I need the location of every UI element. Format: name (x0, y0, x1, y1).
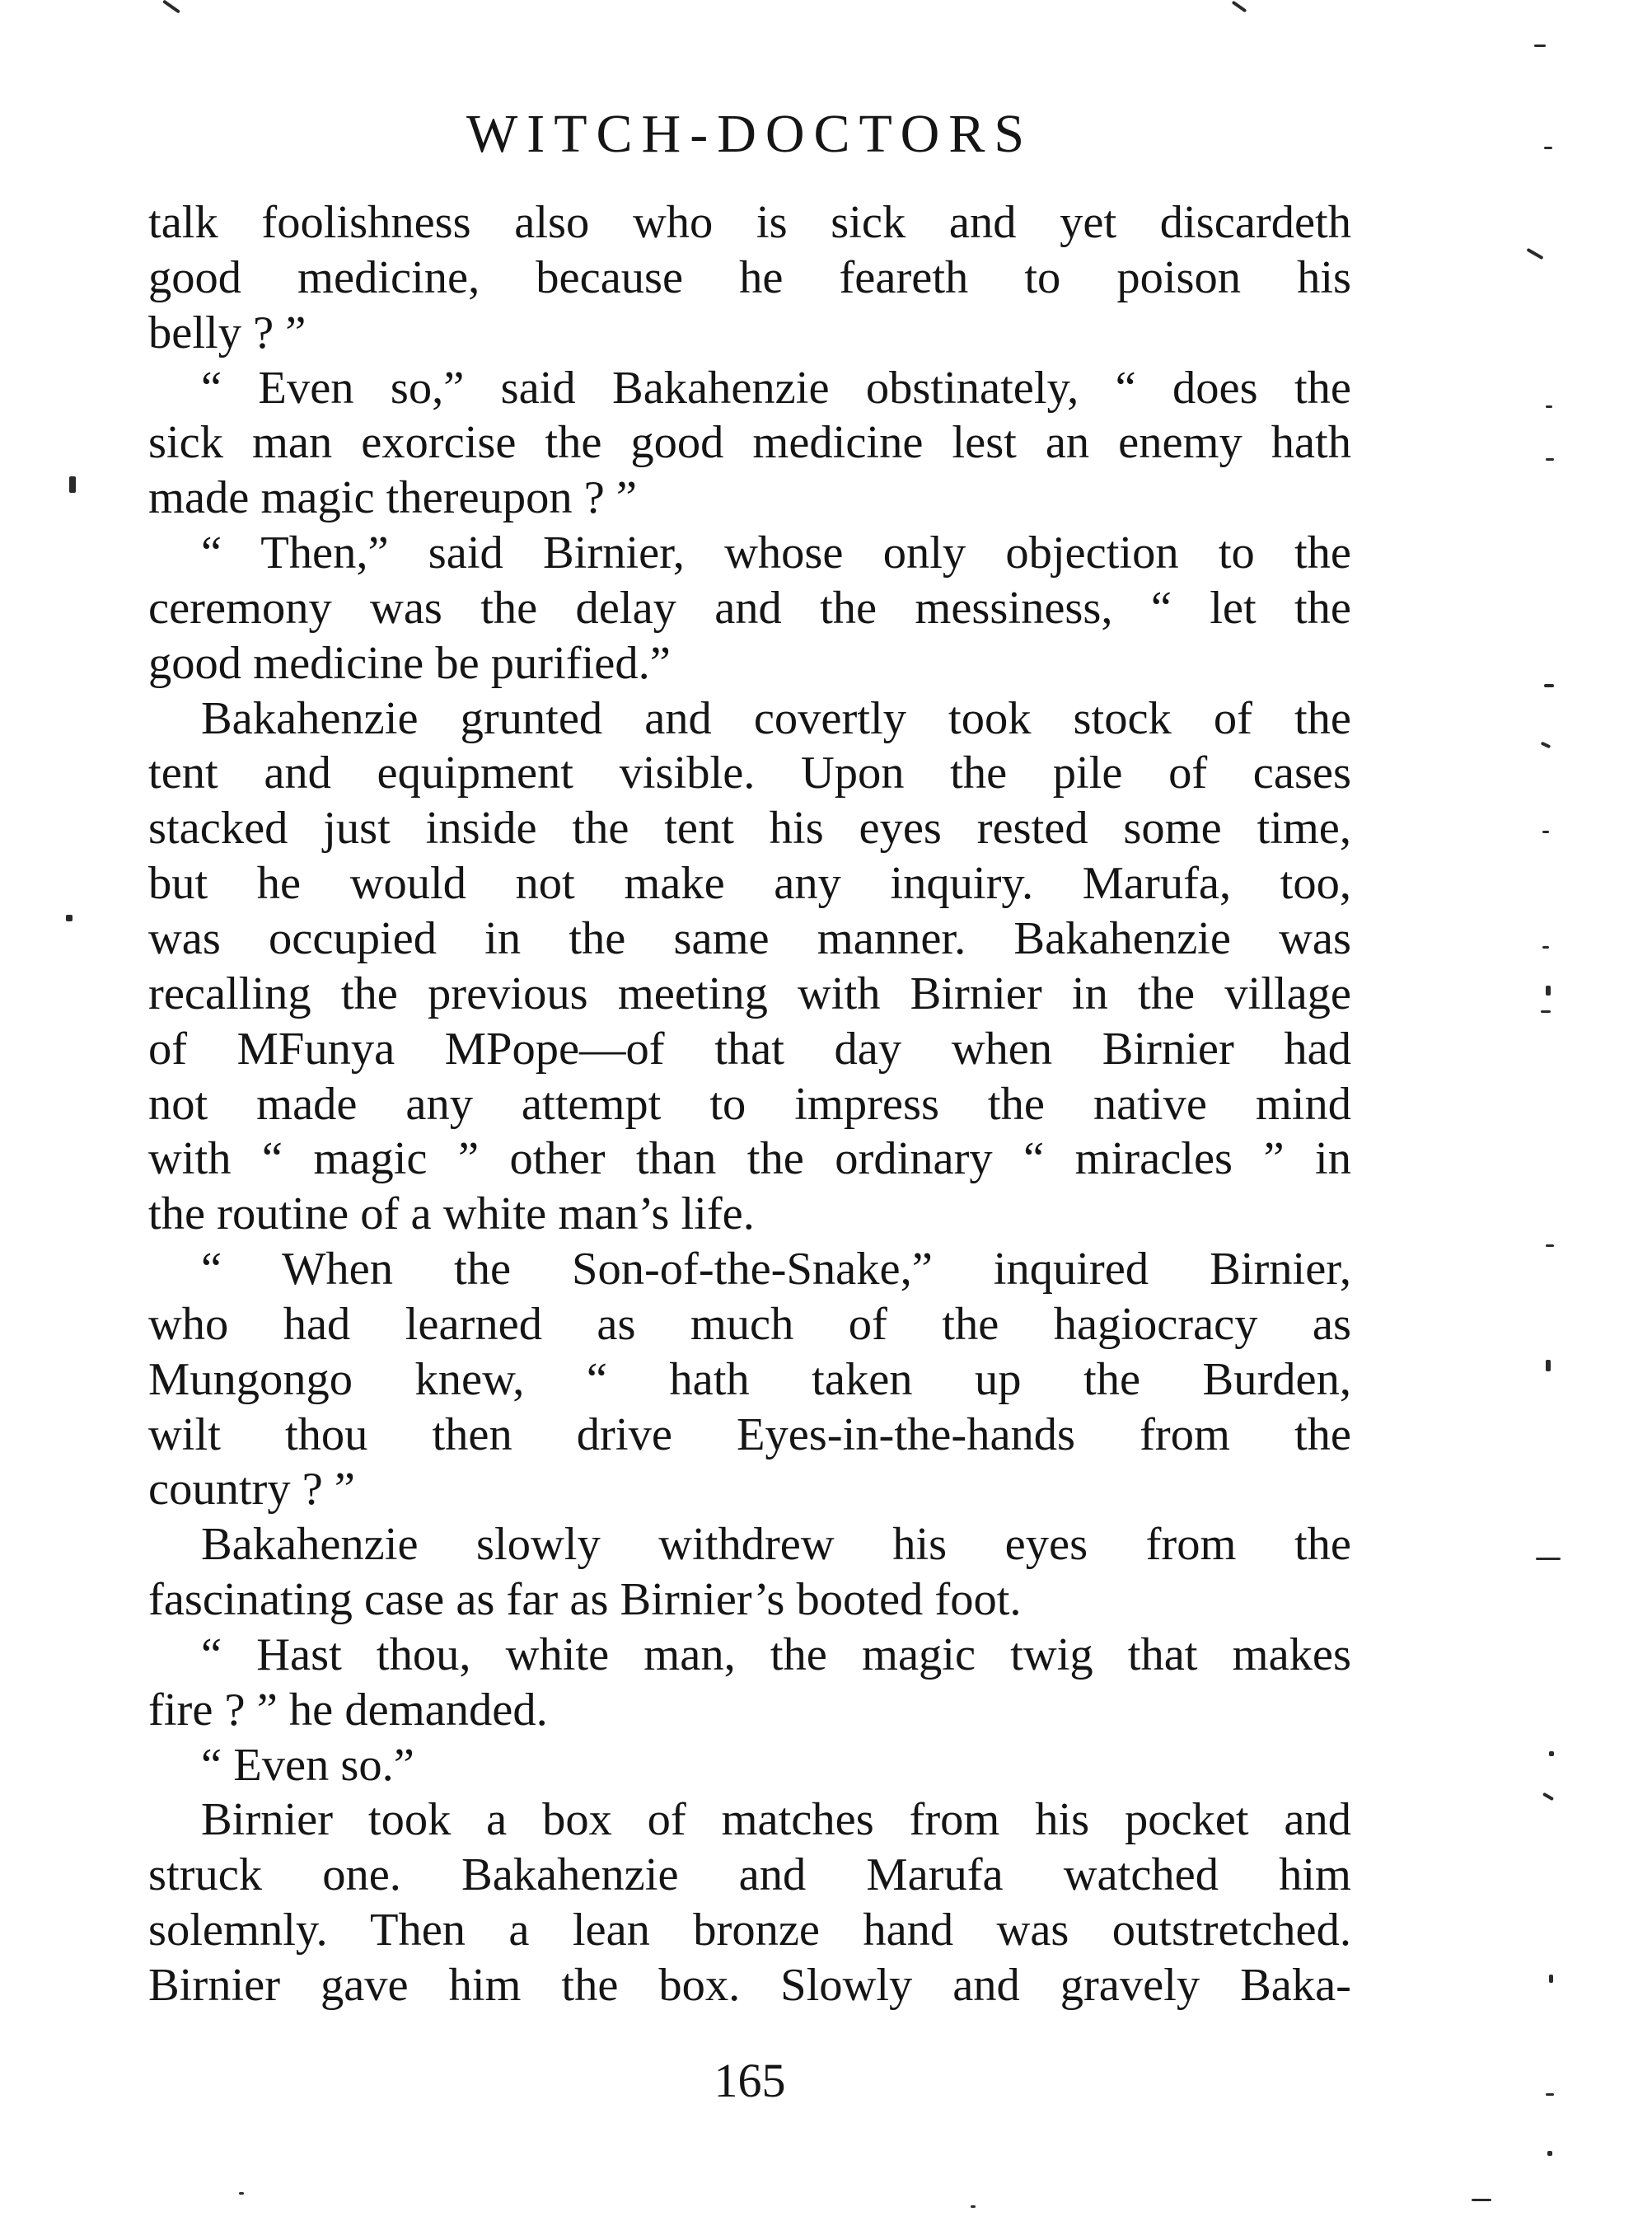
text-line: “ When the Son-of-the-Snake,” inquired Birnier, (201, 1244, 1351, 1296)
text-line: ceremony was the delay and the messiness, “ let the (148, 582, 1351, 634)
text-line: but he would not make any inquiry. Marufa, too, (148, 858, 1351, 910)
scan-mark (69, 476, 76, 493)
scan-mark (1534, 45, 1546, 47)
scan-mark (1546, 986, 1551, 996)
page-number: 165 (714, 2054, 786, 2107)
scan-mark (162, 0, 180, 14)
scan-mark (1544, 684, 1554, 687)
text-line: fascinating case as far as Birnier’s booted foot. (148, 1574, 1022, 1626)
text-line: sick man exorcise the good medicine lest an enemy hath (148, 417, 1351, 469)
text-line: recalling the previous meeting with Birnier in the village (148, 968, 1351, 1019)
text-line: with “ magic ” other than the ordinary “ miracles ” in (148, 1133, 1351, 1185)
scan-mark (1526, 248, 1543, 260)
text-line: belly ? ” (148, 307, 307, 358)
text-line: country ? ” (148, 1464, 355, 1516)
running-head: WITCH-DOCTORS (466, 104, 1034, 164)
scan-mark (1549, 1751, 1554, 1756)
text-line: not made any attempt to impress the native mind (148, 1078, 1351, 1130)
text-line: Bakahenzie grunted and covertly took stock of the (201, 692, 1351, 744)
text-line: tent and equipment visible. Upon the pile of cases (148, 747, 1351, 799)
scan-mark (1542, 946, 1549, 949)
scan-mark (1547, 2151, 1552, 2156)
text-line: stacked just inside the tent his eyes rested some time, (148, 803, 1351, 855)
scan-mark (1542, 831, 1549, 833)
text-line: struck one. Bakahenzie and Marufa watched him (148, 1849, 1351, 1901)
scan-mark (1546, 1244, 1554, 1247)
text-line: the routine of a white man’s life. (148, 1188, 755, 1240)
text-line: who had learned as much of the hagiocracy as (148, 1298, 1351, 1350)
text-line: of MFunya MPope—of that day when Birnier had (148, 1023, 1351, 1075)
scan-mark (1541, 1010, 1551, 1013)
scan-mark (1549, 1975, 1553, 1983)
scan-mark (1546, 458, 1554, 461)
text-line: was occupied in the same manner. Bakahenzie was (148, 912, 1351, 964)
scan-mark (1546, 2093, 1554, 2096)
scan-mark (1546, 1360, 1551, 1371)
text-line: good medicine be purified.” (148, 637, 671, 689)
scan-mark (1472, 2199, 1491, 2201)
text-line: fire ? ” he demanded. (148, 1684, 548, 1736)
text-line: made magic thereupon ? ” (148, 472, 637, 524)
text-line: good medicine, because he feareth to poison his (148, 251, 1351, 303)
text-line: “ Then,” said Birnier, whose only objection to the (201, 527, 1351, 579)
scan-mark (1232, 1, 1247, 13)
text-line: Bakahenzie slowly withdrew his eyes from the (201, 1519, 1351, 1571)
text-line: “ Hast thou, white man, the magic twig that makes (201, 1628, 1351, 1680)
scan-mark (1544, 147, 1552, 149)
text-line: talk foolishness also who is sick and yet discardeth (148, 197, 1351, 248)
text-line: Mungongo knew, “ hath taken up the Burden, (148, 1353, 1351, 1405)
text-line: wilt thou then drive Eyes-in-the-hands from the (148, 1408, 1351, 1460)
text-line: “ Even so.” (201, 1739, 414, 1791)
text-line: “ Even so,” said Bakahenzie obstinately, “ does the (201, 362, 1351, 414)
scan-mark (239, 2192, 244, 2195)
scan-mark (1541, 742, 1551, 749)
scan-mark (66, 915, 73, 921)
scan-mark (1536, 1558, 1561, 1560)
text-line: Birnier gave him the box. Slowly and gravely Baka- (148, 1960, 1351, 2011)
scan-mark (1542, 1792, 1554, 1801)
text-line: solemnly. Then a lean bronze hand was outstretched. (148, 1905, 1351, 1956)
body-text (148, 195, 1351, 2013)
scan-mark (971, 2205, 976, 2208)
text-line: Birnier took a box of matches from his pocket and (201, 1794, 1351, 1846)
scan-mark (1546, 405, 1552, 408)
